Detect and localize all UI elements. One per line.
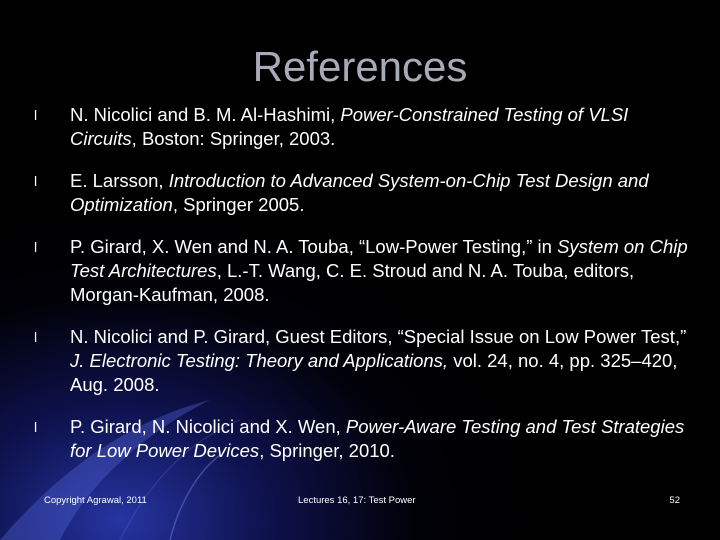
reference-text: N. Nicolici and B. M. Al-Hashimi,: [70, 104, 341, 125]
reference-item: [34, 103, 694, 151]
reference-italic-text: System on Chip Test Architectures: [70, 236, 688, 281]
reference-italic-text: Power-Aware Testing and Test Strategies for Low Power Devices: [70, 416, 685, 461]
bullet-icon: l: [34, 173, 38, 189]
reference-italic-text: Introduction to Advanced System-on-Chip Test Design and Optimization: [70, 170, 649, 215]
footer-page-number: 52: [669, 495, 680, 506]
reference-item: [34, 415, 694, 463]
reference-text: vol. 24, no. 4, pp. 325–420, Aug. 2008.: [70, 350, 678, 395]
reference-text: , Springer, 2010.: [259, 440, 395, 461]
reference-text: , Springer 2005.: [172, 194, 305, 215]
footer-copyright: Copyright Agrawal, 2011: [44, 495, 147, 506]
reference-text: , Boston: Springer, 2003.: [131, 128, 336, 149]
reference-text: P. Girard, X. Wen and N. A. Touba, “Low-Power Testing,” in: [70, 236, 558, 257]
bullet-icon: l: [34, 107, 38, 123]
reference-item: [34, 325, 694, 397]
reference-item: [34, 235, 694, 307]
reference-item: [34, 169, 694, 217]
reference-text: P. Girard, N. Nicolici and X. Wen,: [70, 416, 346, 437]
footer-lecture: Lectures 16, 17: Test Power: [298, 495, 416, 506]
reference-list: [34, 103, 694, 481]
reference-text: E. Larsson,: [70, 170, 169, 191]
slide-title: References: [252, 43, 468, 90]
bullet-icon: l: [34, 419, 38, 435]
bullet-icon: l: [34, 239, 38, 255]
bullet-icon: l: [34, 329, 38, 345]
reference-italic-text: Power-Constrained Testing of VLSI Circuits: [70, 104, 629, 149]
reference-text: N. Nicolici and P. Girard, Guest Editors, “Special Issue on Low Power Test,”: [70, 326, 687, 347]
reference-italic-text: J. Electronic Testing: Theory and Applications,: [70, 350, 449, 371]
reference-text: , L.-T. Wang, C. E. Stroud and N. A. Touba, editors, Morgan-Kaufman, 2008.: [70, 260, 635, 305]
